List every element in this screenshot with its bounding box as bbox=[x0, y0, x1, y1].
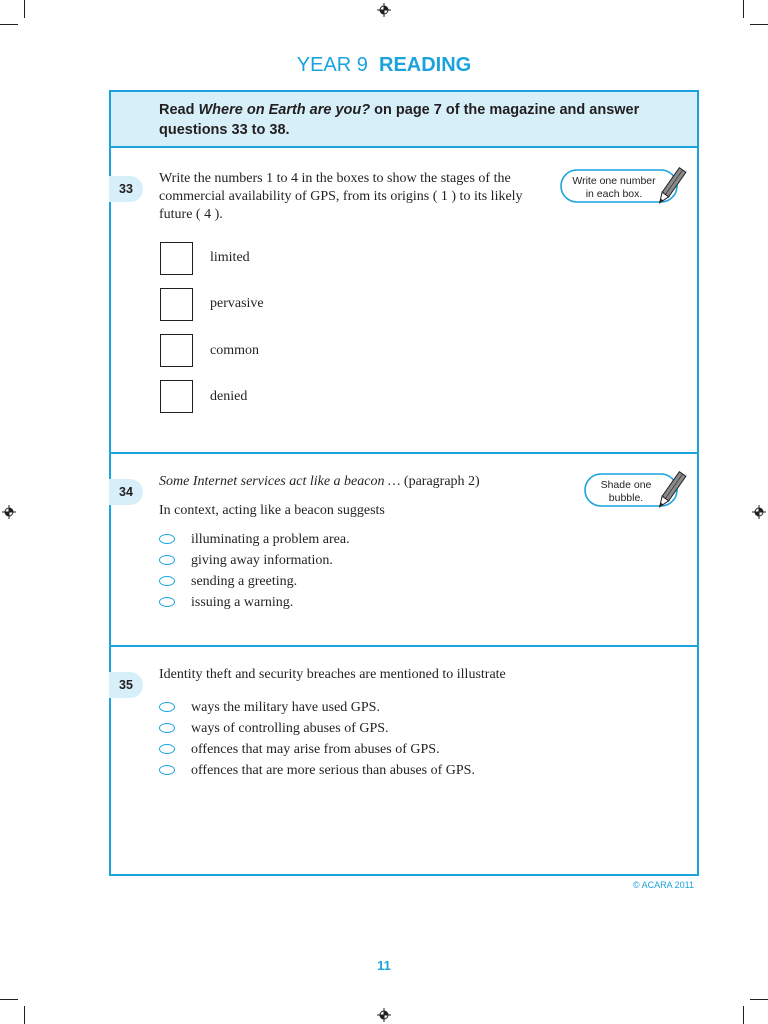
question-34-stem: In context, acting like a beacon suggests bbox=[159, 503, 385, 518]
question-34-ref: (paragraph 2) bbox=[400, 474, 480, 489]
question-number-34: 34 bbox=[109, 479, 143, 505]
option-text: offences that are more serious than abuses of GPS. bbox=[191, 763, 475, 778]
question-number-33: 33 bbox=[109, 176, 143, 202]
intro-article-title: Where on Earth are you? bbox=[198, 102, 371, 118]
answer-bubble[interactable] bbox=[159, 555, 175, 565]
intro-after: on page 7 of the magazine and answer questions 33 to 38. bbox=[159, 102, 640, 138]
hint-line-1: Write one number bbox=[572, 175, 656, 187]
hint-write-number bbox=[560, 166, 690, 210]
question-34-quote: Some Internet services act like a beacon … bbox=[159, 474, 401, 489]
section-divider bbox=[111, 452, 697, 454]
option-row bbox=[159, 552, 333, 570]
answer-box-denied[interactable] bbox=[160, 380, 193, 413]
answer-bubble[interactable] bbox=[159, 723, 175, 733]
registration-mark-icon bbox=[752, 505, 766, 519]
box-label: limited bbox=[210, 250, 250, 265]
question-number-35: 35 bbox=[109, 672, 143, 698]
registration-mark-icon bbox=[2, 505, 16, 519]
box-label: common bbox=[210, 343, 259, 358]
option-text: illuminating a problem area. bbox=[191, 532, 350, 547]
answer-bubble[interactable] bbox=[159, 702, 175, 712]
answer-bubble[interactable] bbox=[159, 597, 175, 607]
intro-before: Read bbox=[159, 102, 199, 118]
registration-mark-icon bbox=[377, 3, 391, 17]
crop-mark bbox=[750, 999, 768, 1000]
option-row bbox=[159, 573, 297, 591]
answer-bubble[interactable] bbox=[159, 576, 175, 586]
option-row bbox=[159, 762, 475, 780]
answer-box-limited[interactable] bbox=[160, 242, 193, 275]
option-row bbox=[159, 531, 350, 549]
crop-mark bbox=[743, 1006, 744, 1024]
option-row bbox=[159, 741, 440, 759]
hint-shade-bubble bbox=[584, 470, 690, 514]
crop-mark bbox=[743, 0, 744, 18]
option-text: ways of controlling abuses of GPS. bbox=[191, 721, 389, 736]
crop-mark bbox=[0, 999, 18, 1000]
crop-mark bbox=[24, 1006, 25, 1024]
hint-line-2: in each box. bbox=[585, 188, 643, 200]
page-title bbox=[0, 54, 768, 77]
option-text: sending a greeting. bbox=[191, 574, 298, 589]
box-label: denied bbox=[210, 389, 248, 404]
option-row bbox=[159, 594, 293, 612]
option-row bbox=[159, 699, 380, 717]
registration-mark-icon bbox=[377, 1008, 391, 1022]
option-row bbox=[159, 720, 389, 738]
year-label: YEAR 9 bbox=[296, 54, 368, 76]
question-35-stem: Identity theft and security breaches are mentioned to illustrate bbox=[159, 667, 506, 682]
section-divider bbox=[111, 645, 697, 647]
answer-bubble[interactable] bbox=[159, 744, 175, 754]
option-text: ways the military have used GPS. bbox=[191, 700, 380, 715]
answer-bubble[interactable] bbox=[159, 765, 175, 775]
page-number: 11 bbox=[377, 958, 391, 973]
subject-label: READING bbox=[379, 54, 472, 76]
question-34-quote-line bbox=[159, 473, 559, 491]
crop-mark bbox=[750, 24, 768, 25]
option-text: giving away information. bbox=[191, 553, 333, 568]
instruction-banner bbox=[111, 92, 697, 148]
copyright-notice: © ACARA 2011 bbox=[632, 880, 694, 890]
answer-box-pervasive[interactable] bbox=[160, 288, 193, 321]
question-33-stem: Write the numbers 1 to 4 in the boxes to show the stages of the commercial availability of GPS, from its origins ( 1 ) to its likely future ( 4 ). bbox=[159, 171, 523, 222]
option-text: issuing a warning. bbox=[191, 595, 294, 610]
crop-mark bbox=[0, 24, 18, 25]
hint-line-2: bubble. bbox=[608, 492, 644, 504]
answer-bubble[interactable] bbox=[159, 534, 175, 544]
question-frame bbox=[109, 90, 699, 876]
answer-box-common[interactable] bbox=[160, 334, 193, 367]
box-label: pervasive bbox=[210, 296, 264, 311]
crop-mark bbox=[24, 0, 25, 18]
hint-line-1: Shade one bbox=[600, 479, 652, 491]
option-text: offences that may arise from abuses of GPS. bbox=[191, 742, 440, 757]
